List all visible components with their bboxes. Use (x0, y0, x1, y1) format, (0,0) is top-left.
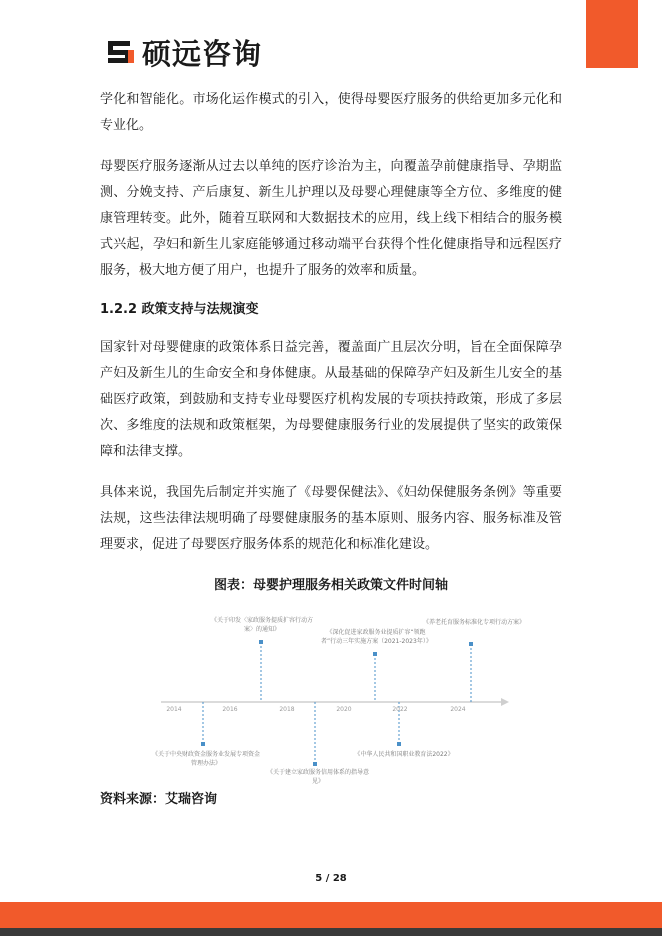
timeline-year: 2022 (392, 706, 408, 713)
timeline-event: 《关于建立家政服务信用体系的指导意见》 (266, 769, 369, 785)
logo-text: 硕远咨询 (142, 36, 263, 71)
paragraph: 国家针对母婴健康的政策体系日益完善，覆盖面广且层次分明，旨在全面保障孕产妇及新生儿的生命安全和身体健康。从最基础的保障孕产妇及新生儿安全的基础医疗政策，到鼓励和支持专业母婴医疗机构发展的专项扶持政策，形成了多层次、多维度的法规和政策框架，为母婴健康服务行业的发展提供了坚实的政策保障和法律支撑。 (100, 340, 562, 459)
timeline-year: 2024 (450, 706, 466, 713)
footer-band (0, 902, 662, 928)
timeline-year: 2014 (166, 706, 182, 713)
logo-mark-icon (104, 35, 138, 69)
figure-source: 资料来源：艾瑞咨询 (100, 792, 218, 807)
figure-title: 图表：母婴护理服务相关政策文件时间轴 (213, 578, 448, 593)
logo (104, 32, 262, 72)
paragraph: 具体来说，我国先后制定并实施了《母婴保健法》、《妇幼保健服务条例》等重要法规，这些法律法规明确了母婴健康服务的基本原则、服务内容、服务标准及管理要求，促进了母婴医疗服务体系的规范化和标准化建设。 (100, 485, 562, 552)
timeline-event: 《关于印发〈家政服务提质扩容行动方案〉的通知》 (210, 617, 313, 633)
policy-timeline (151, 604, 525, 785)
paragraph: 学化和智能化。市场化运作模式的引入，使得母婴医疗服务的供给更加多元化和专业化。 (100, 92, 562, 133)
timeline-year: 2020 (336, 706, 352, 713)
timeline-event: 《中华人民共和国职业教育法2022》 (354, 751, 454, 758)
timeline-event: 《养老托育服务标准化专项行动方案》 (422, 619, 525, 626)
page-content (100, 87, 562, 810)
timeline-event: 《深化促进家政服务业提质扩容“领跑者”行动三年实施方案（2021-2023年）》 (321, 629, 432, 645)
timeline-year: 2016 (222, 706, 238, 713)
timeline-year: 2018 (279, 706, 295, 713)
corner-accent-bar (586, 0, 638, 68)
timeline-event: 《关于中央财政资金服务业发展专项资金管理办法》 (151, 751, 260, 767)
section-heading: 1.2.2 政策支持与法规演变 (100, 302, 259, 317)
page-number: 5 / 28 (315, 873, 347, 884)
footer-line (0, 928, 662, 936)
paragraph: 母婴医疗服务逐渐从过去以单纯的医疗诊治为主，向覆盖孕前健康指导、孕期监测、分娩支持、产后康复、新生儿护理以及母婴心理健康等全方位、多维度的健康管理转变。此外，随着互联网和大数据技术的应用，线上线下相结合的服务模式兴起，孕妇和新生儿家庭能够通过移动端平台获得个性化健康指导和远程医疗服务，极大地方便了用户，也提升了服务的效率和质量。 (100, 159, 562, 278)
